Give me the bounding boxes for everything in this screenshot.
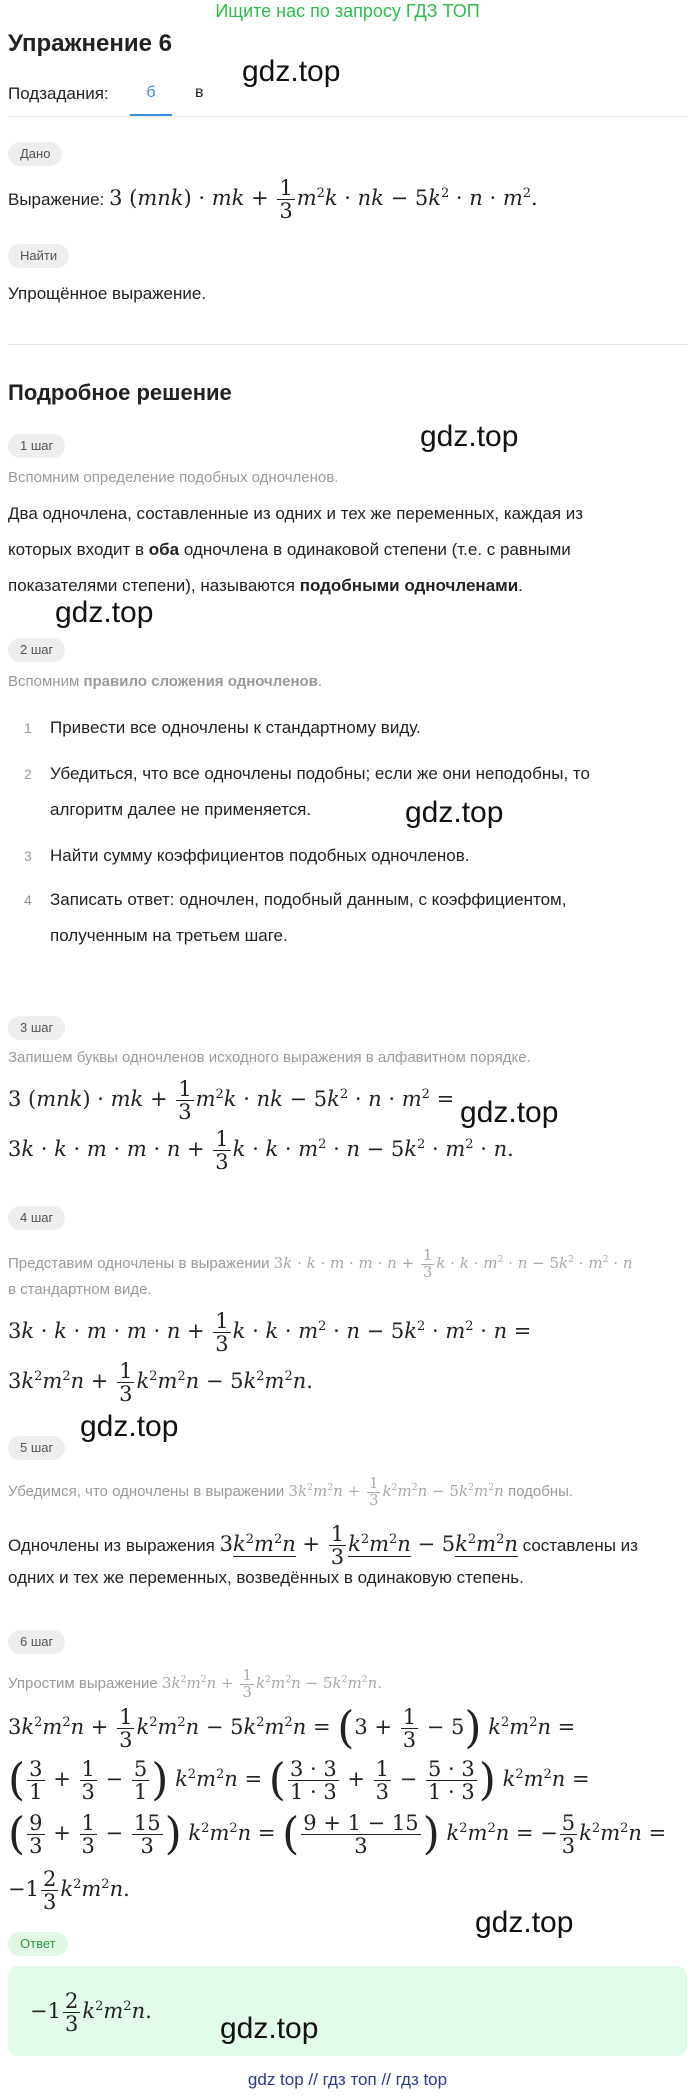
step-4-intro: Представим одночлены в выражении 3k · k · m · m · n + $\frac{1}{3}$ $k \cdot k \cdot m^2 \cdot n - 5k^2 \cdot m^2 \cdot n$ — [8, 1245, 633, 1281]
subtasks-label: Подзадания: — [8, 84, 109, 103]
step-4-badge: 4 шаг — [8, 1206, 65, 1230]
step-6-math-2: ( $\frac{3}{1}$ + $\frac{1}{3}$ − $\frac{5}{1}$ ) $k^2m^2n$ = ( $\frac{3 \cdot 3}{1 \cdot 3}$ + $\frac{1}{3}$ − $\frac{5 \cdot 3}{1 \cdot 3}$ ) $k^2m^2n$ = — [8, 1754, 590, 1806]
given-math: 3 (mnk) · mk + $\frac{1}{3}$ $m^2k$ · nk − $5k^2 \cdot n \cdot m^2$. — [109, 175, 538, 223]
step-6-intro: Упростим выражение $3k^2m^2n$ + $\frac{1}{3}$ $k^2m^2n - 5k^2m^2n$. — [8, 1665, 383, 1701]
step-1-p3: показателями степени), называются подобными одночленами. — [8, 576, 523, 595]
given-label: Выражение: — [8, 190, 105, 209]
watermark: gdz.top — [420, 420, 519, 453]
step-5-p1: Одночлены из выражения $3k^2m^2n$ + $\frac{1}{3}$ $k^2m^2n - 5k^2m^2n$ составлены из — [8, 1521, 638, 1569]
watermark: gdz.top — [460, 1096, 559, 1129]
step-2-badge: 2 шаг — [8, 638, 65, 662]
step-5-badge: 5 шаг — [8, 1436, 65, 1460]
step-5-intro: Убедимся, что одночлены в выражении $3k^2m^2n$ + $\frac{1}{3}$ $k^2m^2n - 5k^2m^2n$ подобны. — [8, 1473, 574, 1509]
step-4-math-2: $3k^2m^2n$ + $\frac{1}{3}$ $k^2m^2n - 5k^2m^2n$. — [8, 1359, 313, 1407]
watermark: gdz.top — [405, 796, 504, 829]
watermark: gdz.top — [475, 1906, 574, 1939]
step-4-intro-2: в стандартном виде. — [8, 1281, 152, 1298]
tab-b[interactable]: б — [146, 84, 156, 101]
step-1-intro: Вспомним определение подобных одночленов. — [8, 469, 339, 486]
solution-title: Подробное решение — [8, 380, 232, 405]
page-title: Упражнение 6 — [8, 30, 172, 57]
divider — [8, 116, 688, 117]
top-banner[interactable]: Ищите нас по запросу ГДЗ ТОП — [215, 1, 480, 21]
list-item: 4 Записать ответ: одночлен, подобный данным, с коэффициентом, — [24, 890, 567, 909]
step-3-math-2: 3k · k · m · m · n + $\frac{1}{3}$ $k \cdot k \cdot m^2 \cdot n - 5k^2 \cdot m^2 \cdot n$. — [8, 1127, 514, 1175]
step-1-badge: 1 шаг — [8, 434, 65, 458]
watermark: gdz.top — [242, 55, 341, 88]
find-text: Упрощённое выражение. — [8, 284, 207, 303]
watermark: gdz.top — [80, 1410, 179, 1443]
step-6-math-4: −1 $\frac{2}{3}$ $k^2m^2n$. — [8, 1867, 130, 1915]
step-2-intro: Вспомним правило сложения одночленов. — [8, 673, 323, 690]
tab-v[interactable]: в — [195, 84, 204, 101]
list-item: 2 Убедиться, что все одночлены подобны; если же они неподобны, то — [24, 764, 590, 783]
list-item: 1 Привести все одночлены к стандартному виду. — [24, 718, 421, 737]
answer-badge: Ответ — [8, 1932, 68, 1956]
list-item: 3 Найти сумму коэффициентов подобных одночленов. — [24, 846, 470, 865]
step-4-math-1: 3k · k · m · m · n + $\frac{1}{3}$ $k \cdot k \cdot m^2 \cdot n - 5k^2 \cdot m^2 \cdot n$ = — [8, 1309, 532, 1357]
step-5-p2: одних и тех же переменных, возведённых в одинаковую степень. — [8, 1568, 524, 1587]
given-expression — [8, 176, 538, 222]
list-item-cont: алгоритм далее не применяется. — [50, 800, 312, 819]
step-6-badge: 6 шаг — [8, 1630, 65, 1654]
divider — [8, 344, 688, 345]
find-badge: Найти — [8, 244, 69, 268]
step-1-p2: которых входит в оба одночлена в одинаковой степени (т.е. с равными — [8, 540, 571, 559]
step-6-math-3: ( $\frac{9}{3}$ + $\frac{1}{3}$ − $\frac{15}{3}$ ) $k^2m^2n$ = ( $\frac{9 + 1 - 15}{3}$ ) $k^2m^2n$ = − $\frac{5}{3}$ $k^2m^2n$ = — [8, 1808, 667, 1860]
step-3-intro: Запишем буквы одночленов исходного выражения в алфавитном порядке. — [8, 1049, 531, 1066]
step-3-math-1: 3 (mnk) · mk + $\frac{1}{3}$ $m^2k$ · nk − $5k^2 \cdot n \cdot m^2$ = — [8, 1077, 455, 1125]
list-item-cont: полученным на третьем шаге. — [50, 926, 288, 945]
watermark: gdz.top — [220, 2012, 319, 2045]
watermark: gdz.top — [55, 596, 154, 629]
step-3-badge: 3 шаг — [8, 1016, 65, 1040]
footer-links[interactable]: gdz top // гдз топ // гдз top — [247, 2070, 448, 2089]
answer-math: −1 $\frac{2}{3}$ $k^2m^2n$. — [30, 1989, 152, 2037]
given-badge: Дано — [8, 142, 62, 166]
step-1-p1: Два одночлена, составленные из одних и тех же переменных, каждая из — [8, 504, 584, 523]
step-6-math-1: $3k^2m^2n$ + $\frac{1}{3}$ $k^2m^2n - 5k^2m^2n = (3$ + $\frac{1}{3}$ − 5) $k^2m^2n$ = — [8, 1702, 576, 1754]
